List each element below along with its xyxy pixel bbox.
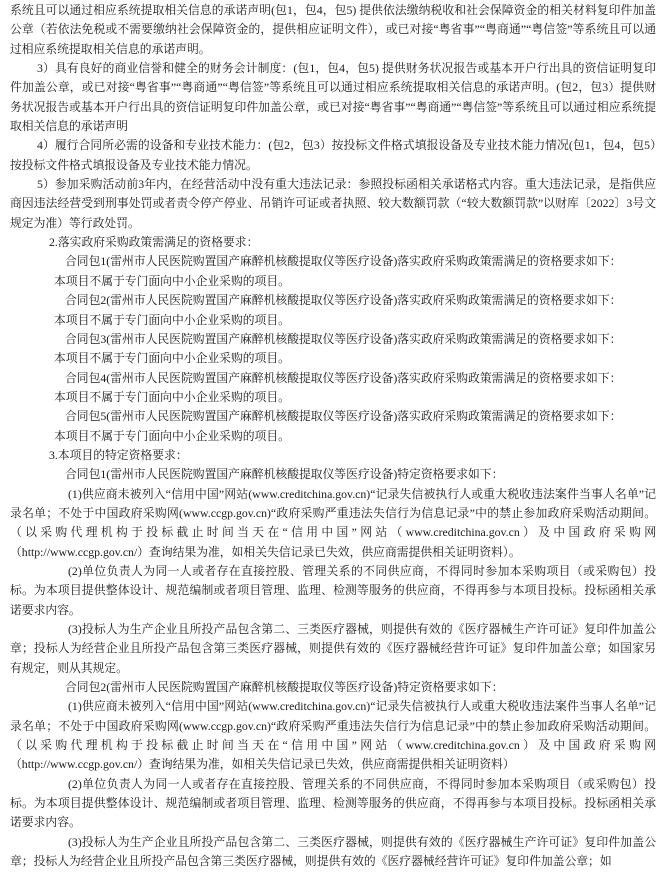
paragraph: 本项目不属于专门面向中小企业采购的项目。 — [54, 312, 290, 327]
paragraph: 合同包2(雷州市人民医院购置国产麻醉机核酸提取仪等医疗设备)落实政府采购政策需满足的资格要求如下： — [65, 293, 622, 308]
paragraph: 本项目不属于专门面向中小企业采购的项目。 — [54, 428, 290, 443]
paragraph: 本项目不属于专门面向中小企业采购的项目。 — [54, 273, 290, 288]
paragraph: (1)供应商未被列入“信用中国”网站(www.creditchina.gov.cn)“记录失信被执行人或重大税收违法案件当事人名单”记录名单；不处于中国政府采购网(www.ccgp.gov.cn)“政府采购严重违法失信行为信息记录”中的禁止参加政府采购活动期间。（以采购代理机构于投标截止时间当天在“信用中国”网站（www.creditchina.gov.cn）及中国政府采购网（http://www.ccgp.gov.cn/）查询结果为准，如相关失信记录已失效，供应商需提供相关证明资料）。 — [10, 486, 656, 559]
paragraph: 3.本项目的特定资格要求： — [49, 447, 188, 462]
paragraph: 4）履行合同所必需的设备和专业技术能力：(包2，包3）按投标文件格式填报设备及专业技术能力情况(包1，包4，包5）按投标文件格式填报设备及专业技术能力情况。 — [10, 138, 656, 172]
paragraph: (3)投标人为生产企业且所投产品包含第二、三类医疗器械，则提供有效的《医疗器械生产许可证》复印件加盖公章；投标人为经营企业且所投产品包含第三类医疗器械，则提供有效的《医疗器械经营许可证》复印件加盖公章；如 — [10, 834, 656, 869]
paragraph: 合同包2(雷州市人民医院购置国产麻醉机核酸提取仪等医疗设备)特定资格要求如下： — [65, 680, 504, 695]
paragraph: 合同包3(雷州市人民医院购置国产麻醉机核酸提取仪等医疗设备)落实政府采购政策需满足的资格要求如下： — [65, 331, 622, 346]
paragraph: 合同包5(雷州市人民医院购置国产麻醉机核酸提取仪等医疗设备)落实政府采购政策需满足的资格要求如下： — [65, 409, 622, 424]
paragraph: (1)供应商未被列入“信用中国”网站(www.creditchina.gov.cn)“记录失信被执行人或重大税收违法案件当事人名单”记录名单；不处于中国政府采购网(www.ccgp.gov.cn)“政府采购严重违法失信行为信息记录”中的禁止参加政府采购活动期间。（以采购代理机构于投标截止时间当天在“信用中国”网站（www.creditchina.gov.cn）及中国政府采购网（http://www.ccgp.gov.cn/）查询结果为准，如相关失信记录已失效，供应商需提供相关证明资料） — [10, 699, 656, 772]
paragraph: 本项目不属于专门面向中小企业采购的项目。 — [54, 351, 290, 366]
paragraph: (3)投标人为生产企业且所投产品包含第二、三类医疗器械，则提供有效的《医疗器械生产许可证》复印件加盖公章；投标人为经营企业且所投产品包含第三类医疗器械，则提供有效的《医疗器械经营许可证》复印件加盖公章；如国家另有规定，则从其规定。 — [10, 622, 656, 675]
paragraph: 3）具有良好的商业信誉和健全的财务会计制度：(包1，包4，包5) 提供财务状况报告或基本开户行出具的资信证明复印件加盖公章，或已对接“粤省事”“粤商通”“粤信签”等系统且可以通过相应系统提取相关信息的承诺声明。(包2，包3）提供财务状况报告或基本开户行出具的资信证明复印件加盖公章，或已对接“粤省事”“粤商通”“粤信签”等系统且可以通过相应系统提取相关信息的承诺声明 — [10, 61, 656, 134]
paragraph: 合同包1(雷州市人民医院购置国产麻醉机核酸提取仪等医疗设备)特定资格要求如下： — [65, 467, 504, 482]
paragraph: 合同包1(雷州市人民医院购置国产麻醉机核酸提取仪等医疗设备)落实政府采购政策需满足的资格要求如下： — [65, 254, 622, 269]
paragraph: 系统且可以通过相应系统提取相关信息的承诺声明(包1，包4，包5) 提供依法缴纳税收和社会保障资金的相关材料复印件加盖公章（若依法免税或不需要缴纳社会保障资金的，提供相应证明文件），或已对接“粤省事”“粤商通”“粤信签”等系统且可以通过相应系统提取相关信息的承诺声明。 — [10, 3, 656, 56]
paragraph: 本项目不属于专门面向中小企业采购的项目。 — [54, 389, 290, 404]
paragraph: 合同包4(雷州市人民医院购置国产麻醉机核酸提取仪等医疗设备)落实政府采购政策需满足的资格要求如下： — [65, 370, 622, 385]
paragraph: (2)单位负责人为同一人或者存在直接控股、管理关系的不同供应商，不得同时参加本采购项目（或采购包）投标。为本项目提供整体设计、规范编制或者项目管理、监理、检测等服务的供应商，不得再参与本项目投标。投标函相关承诺要求内容。 — [10, 776, 656, 830]
paragraph: (2)单位负责人为同一人或者存在直接控股、管理关系的不同供应商，不得同时参加本采购项目（或采购包）投标。为本项目提供整体设计、规范编制或者项目管理、监理、检测等服务的供应商，不得再参与本项目投标。投标函相关承诺要求内容。 — [10, 563, 656, 617]
paragraph: 2.落实政府采购政策需满足的资格要求： — [49, 235, 259, 250]
paragraph: 5）参加采购活动前3年内，在经营活动中没有重大违法记录：参照投标函相关承诺格式内容。重大违法记录，是指供应商因违法经营受到刑事处罚或者责令停产停业、吊销许可证或者执照、较大数额罚款（“较大数额罚款”以财库〔2022〕3号文规定为准）等行政处罚。 — [10, 177, 656, 230]
